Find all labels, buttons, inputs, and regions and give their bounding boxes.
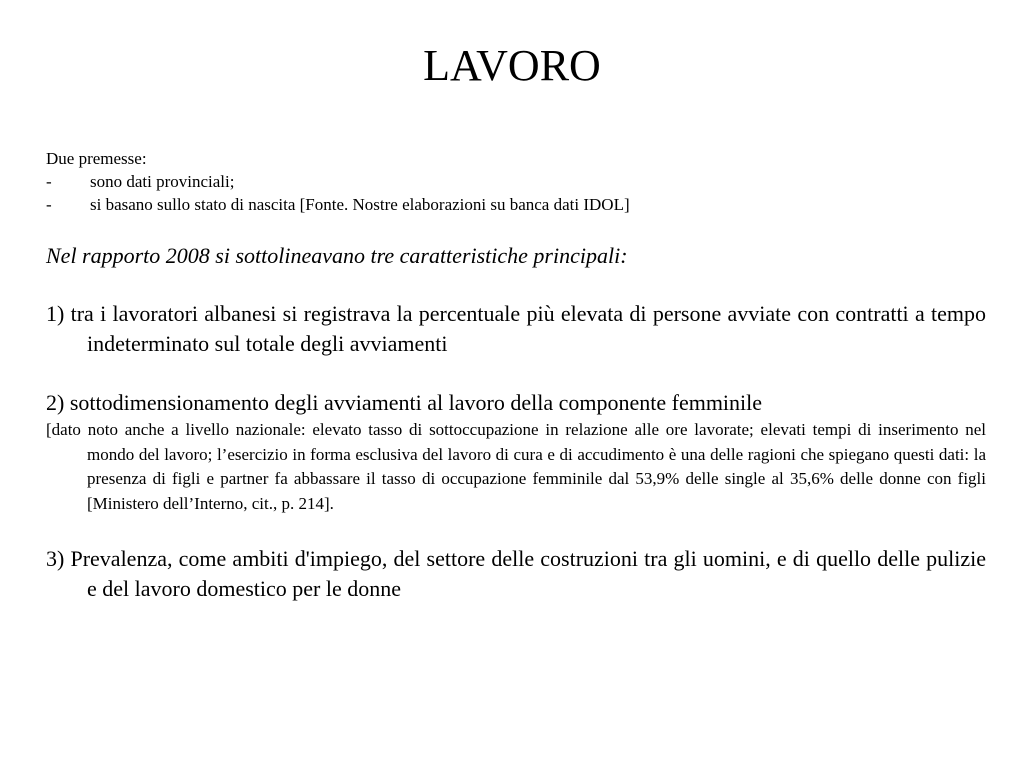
- premise-bullet: -: [46, 172, 52, 191]
- premise-text: si basano sullo stato di nascita [Fonte. Nostre elaborazioni su banca dati IDOL]: [90, 195, 630, 214]
- premise-item: [46, 170, 986, 193]
- intro-text: Nel rapporto 2008 si sottolineavano tre caratteristiche principali:: [46, 243, 628, 268]
- point-2: 2) sottodimensionamento degli avviamenti al lavoro della componente femminile: [46, 390, 763, 415]
- slide-content: [46, 147, 986, 604]
- premises-block: [46, 147, 986, 216]
- premise-bullet: -: [46, 195, 52, 214]
- point-3: 3) Prevalenza, come ambiti d'impiego, del settore delle costruzioni tra gli uomini, e di quello delle pulizie e del lavoro domestico per le donne: [46, 546, 986, 601]
- premise-text: sono dati provinciali;: [90, 172, 235, 191]
- premises-heading: Due premesse:: [46, 149, 147, 168]
- slide-title: LAVORO: [423, 41, 601, 90]
- premise-item: [46, 193, 986, 216]
- point-2-note: [dato noto anche a livello nazionale: elevato tasso di sottoccupazione in relazione alle ore lavorate; elevati tempi di inserimento nel mondo del lavoro; l’esercizio in forma esclusiva del lavoro di cura e di accudimento è una delle ragioni che spiegano questi dati: la presenza di figli e partner fa abbassare il tasso di occupazione femminile dal 53,9% delle single al 35,6% delle donne con figli [Ministero dell’Interno, cit., p. 214].: [46, 420, 986, 513]
- point-1: 1) tra i lavoratori albanesi si registrava la percentuale più elevata di persone avviate con contratti a tempo indeterminato sul totale degli avviamenti: [46, 301, 986, 356]
